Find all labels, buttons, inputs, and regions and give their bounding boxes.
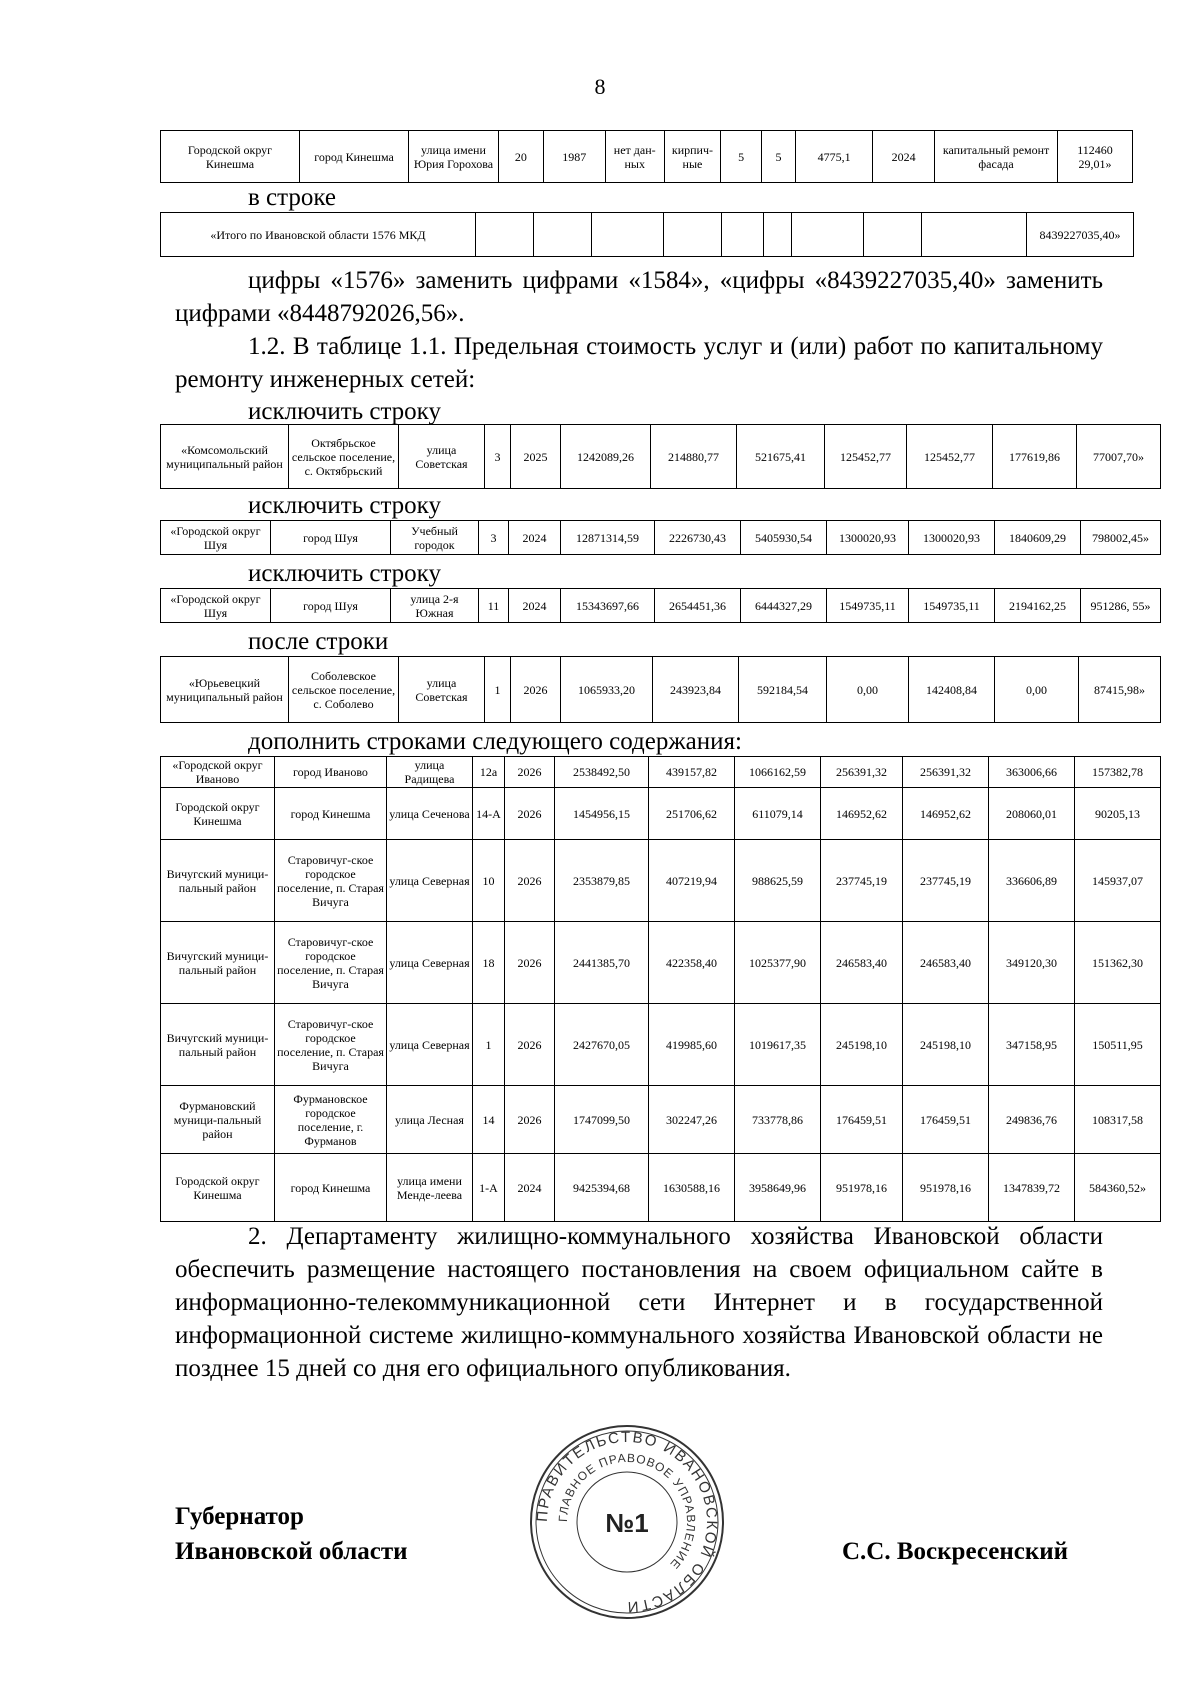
- cell: Старовичуг-ское городское поселение, п. Старая Вичуга: [275, 1004, 387, 1086]
- cell: 18: [473, 922, 505, 1004]
- cell: 2026: [505, 788, 555, 840]
- cell: 2427670,05: [555, 1004, 649, 1086]
- official-stamp: [527, 1422, 727, 1622]
- cell: 951286, 55»: [1081, 589, 1161, 623]
- cell: 733778,86: [735, 1086, 821, 1154]
- cell: 349120,30: [989, 922, 1075, 1004]
- cell: улица имени Менде-леева: [387, 1154, 473, 1222]
- cell: улица 2-я Южная: [391, 589, 479, 623]
- cell: город Шуя: [271, 521, 391, 555]
- cell: 2026: [505, 1086, 555, 1154]
- cell: 2026: [505, 1004, 555, 1086]
- instruction-exclude-3: исключить строку: [248, 560, 441, 587]
- table-total: [160, 212, 1134, 257]
- cell: 1347839,72: [989, 1154, 1075, 1222]
- cell: 584360,52»: [1075, 1154, 1161, 1222]
- cell: 12а: [473, 757, 505, 788]
- cell: город Иваново: [275, 757, 387, 788]
- table-exclude-1: [160, 424, 1161, 489]
- cell: Вичугский муници-пальный район: [161, 1004, 275, 1086]
- cell: «Комсомольский муниципальный район: [161, 425, 289, 489]
- cell: 11: [479, 589, 509, 623]
- cell: 87415,98»: [1079, 657, 1161, 723]
- cell: 951978,16: [903, 1154, 989, 1222]
- cell: 1454956,15: [555, 788, 649, 840]
- cell: 20: [498, 131, 543, 183]
- cell: улица Сеченова: [387, 788, 473, 840]
- cell: 5405930,54: [741, 521, 827, 555]
- cell: 3: [479, 521, 509, 555]
- cell: 2024: [509, 589, 561, 623]
- cell: Старовичуг-ское городское поселение, п. Старая Вичуга: [275, 922, 387, 1004]
- cell: 77007,70»: [1077, 425, 1161, 489]
- cell: 90205,13: [1075, 788, 1161, 840]
- paragraph-1-2: 1.2. В таблице 1.1. Предельная стоимость услуг и (или) работ по капитальному ремонту инженерных сетей:: [175, 333, 1103, 393]
- cell: 251706,62: [649, 788, 735, 840]
- cell: «Городской округ Шуя: [161, 521, 271, 555]
- cell: нет дан-ных: [605, 131, 664, 183]
- cell: 146952,62: [903, 788, 989, 840]
- table-row: [161, 788, 1161, 840]
- cell: улица Радищева: [387, 757, 473, 788]
- cell: 151362,30: [1075, 922, 1161, 1004]
- cell: 302247,26: [649, 1086, 735, 1154]
- signature-name: С.С. Воскресенский: [842, 1538, 1069, 1565]
- cell: 1549735,11: [909, 589, 995, 623]
- cell: 142408,84: [909, 657, 995, 723]
- cell: Вичугский муници-пальный район: [161, 922, 275, 1004]
- cell: 14: [473, 1086, 505, 1154]
- cell: [592, 213, 664, 257]
- paragraph-2: 2. Департаменту жилищно-коммунального хозяйства Ивановской области обеспечить размещение настоящего постановления на своем официальном сайте в информационно-телекоммуникационной сети Интернет и в государственной информационной системе жилищно-коммунального хозяйства Ивановской области не позднее 15 дней со дня его официального опубликования.: [175, 1223, 1103, 1382]
- cell: 237745,19: [821, 840, 903, 922]
- cell: 347158,95: [989, 1004, 1075, 1086]
- cell: 1987: [543, 131, 605, 183]
- cell: Фурмановский муници-пальный район: [161, 1086, 275, 1154]
- cell: 10: [473, 840, 505, 922]
- cell: улица Северная: [387, 1004, 473, 1086]
- cell: 5: [761, 131, 795, 183]
- cell: [534, 213, 592, 257]
- cell: 1: [473, 1004, 505, 1086]
- cell: 592184,54: [739, 657, 827, 723]
- cell: улица Северная: [387, 922, 473, 1004]
- cell: Старовичуг-ское городское поселение, п. Старая Вичуга: [275, 840, 387, 922]
- cell: 176459,51: [903, 1086, 989, 1154]
- cell: 1840609,29: [995, 521, 1081, 555]
- cell: [664, 213, 722, 257]
- cell: 6444327,29: [741, 589, 827, 623]
- cell: 146952,62: [821, 788, 903, 840]
- cell: 1747099,50: [555, 1086, 649, 1154]
- table-row: [161, 1154, 1161, 1222]
- cell: 2026: [505, 840, 555, 922]
- table-row: [161, 757, 1161, 788]
- cell: 12871314,59: [561, 521, 655, 555]
- signature-title-line1: Губернатор: [175, 1503, 304, 1530]
- cell: Городской округ Кинешма: [161, 1154, 275, 1222]
- table-after: [160, 656, 1161, 723]
- total-value: 8439227035,40»: [1027, 213, 1134, 257]
- cell: 951978,16: [821, 1154, 903, 1222]
- cell: 0,00: [995, 657, 1079, 723]
- table-exclude-3: [160, 588, 1161, 623]
- cell: 256391,32: [903, 757, 989, 788]
- table-row: [161, 589, 1161, 623]
- table-row: [161, 131, 1133, 183]
- cell: 125452,77: [907, 425, 993, 489]
- cell: 336606,89: [989, 840, 1075, 922]
- signature-title-line2: Ивановской области: [175, 1538, 408, 1565]
- cell: 798002,45»: [1081, 521, 1161, 555]
- cell: 256391,32: [821, 757, 903, 788]
- cell: 439157,82: [649, 757, 735, 788]
- cell: 237745,19: [903, 840, 989, 922]
- cell: 0,00: [827, 657, 909, 723]
- cell: [792, 213, 864, 257]
- cell: 363006,66: [989, 757, 1075, 788]
- cell: 2024: [873, 131, 935, 183]
- instruction-add: дополнить строками следующего содержания:: [248, 728, 742, 755]
- cell: 2026: [505, 922, 555, 1004]
- cell: 245198,10: [821, 1004, 903, 1086]
- cell: 2025: [511, 425, 561, 489]
- cell: 1-А: [473, 1154, 505, 1222]
- cell: 1300020,93: [909, 521, 995, 555]
- cell: 176459,51: [821, 1086, 903, 1154]
- cell: улица Советская: [399, 425, 485, 489]
- cell: 14-А: [473, 788, 505, 840]
- cell: улица Лесная: [387, 1086, 473, 1154]
- cell: 15343697,66: [561, 589, 655, 623]
- cell: город Кинешма: [275, 788, 387, 840]
- cell: Фурмановское городское поселение, г. Фурманов: [275, 1086, 387, 1154]
- cell: 1066162,59: [735, 757, 821, 788]
- instruction-exclude-2: исключить строку: [248, 492, 441, 519]
- cell: город Кинешма: [275, 1154, 387, 1222]
- table-top: [160, 130, 1133, 183]
- cell: [922, 213, 1027, 257]
- table-row: [161, 840, 1161, 922]
- cell: 3: [485, 425, 511, 489]
- table-add: [160, 756, 1161, 1222]
- table-exclude-2: [160, 520, 1161, 555]
- cell: 422358,40: [649, 922, 735, 1004]
- cell: кирпич-ные: [664, 131, 721, 183]
- cell: «Городской округ Шуя: [161, 589, 271, 623]
- cell: 150511,95: [1075, 1004, 1161, 1086]
- cell: 2026: [505, 757, 555, 788]
- cell: 2024: [505, 1154, 555, 1222]
- cell: 245198,10: [903, 1004, 989, 1086]
- cell: 4775,1: [796, 131, 873, 183]
- cell: капитальный ремонт фасада: [935, 131, 1058, 183]
- cell: 1549735,11: [827, 589, 909, 623]
- table-row: [161, 922, 1161, 1004]
- stamp-number: №1: [605, 1508, 649, 1538]
- cell: 108317,58: [1075, 1086, 1161, 1154]
- cell: 2026: [511, 657, 561, 723]
- cell: 112460 29,01»: [1058, 131, 1133, 183]
- page-number: 8: [594, 74, 606, 99]
- cell: Соболевское сельское поселение, с. Соболево: [289, 657, 399, 723]
- cell: 1019617,35: [735, 1004, 821, 1086]
- table-row: [161, 425, 1161, 489]
- cell: [864, 213, 922, 257]
- table-row: [161, 521, 1161, 555]
- cell: 1630588,16: [649, 1154, 735, 1222]
- cell: Октябрьское сельское поселение, с. Октябрьский: [289, 425, 399, 489]
- cell: 145937,07: [1075, 840, 1161, 922]
- cell: 521675,41: [737, 425, 825, 489]
- cell: 419985,60: [649, 1004, 735, 1086]
- cell: 2226730,43: [655, 521, 741, 555]
- cell: Городской округ Кинешма: [161, 131, 300, 183]
- cell: 2441385,70: [555, 922, 649, 1004]
- cell: 1025377,90: [735, 922, 821, 1004]
- cell: 3958649,96: [735, 1154, 821, 1222]
- cell: 2194162,25: [995, 589, 1081, 623]
- cell: 243923,84: [653, 657, 739, 723]
- cell: 177619,86: [993, 425, 1077, 489]
- cell: 208060,01: [989, 788, 1075, 840]
- cell: 407219,94: [649, 840, 735, 922]
- cell: улица Советская: [399, 657, 485, 723]
- cell: город Шуя: [271, 589, 391, 623]
- cell: 5: [721, 131, 762, 183]
- cell: улица имени Юрия Горохова: [409, 131, 499, 183]
- table-row: [161, 1086, 1161, 1154]
- paragraph-replace: цифры «1576» заменить цифрами «1584», «цифры «8439227035,40» заменить цифрами «8448792026,56».: [175, 267, 1103, 327]
- table-row: [161, 657, 1161, 723]
- instruction-after: после строки: [248, 628, 389, 655]
- cell: «Городской округ Иваново: [161, 757, 275, 788]
- cell: 2654451,36: [655, 589, 741, 623]
- cell: 249836,76: [989, 1086, 1075, 1154]
- cell: 2538492,50: [555, 757, 649, 788]
- cell: Учебный городок: [391, 521, 479, 555]
- cell: Городской округ Кинешма: [161, 788, 275, 840]
- cell: 611079,14: [735, 788, 821, 840]
- cell: 1242089,26: [561, 425, 651, 489]
- cell: 246583,40: [903, 922, 989, 1004]
- cell: «Юрьевецкий муниципальный район: [161, 657, 289, 723]
- cell: 1: [485, 657, 511, 723]
- stamp-inner-ring-text: ГЛАВНОЕ ПРАВОВОЕ УПРАВЛЕНИЕ: [555, 1450, 699, 1573]
- cell: 988625,59: [735, 840, 821, 922]
- instruction-exclude-1: исключить строку: [248, 398, 441, 425]
- cell: 246583,40: [821, 922, 903, 1004]
- cell: 9425394,68: [555, 1154, 649, 1222]
- cell: [722, 213, 764, 257]
- cell: улица Северная: [387, 840, 473, 922]
- table-row: [161, 1004, 1161, 1086]
- table-row: [161, 213, 1134, 257]
- stamp-ring-text: ПРАВИТЕЛЬСТВО ИВАНОВСКОЙ ОБЛАСТИ: [533, 1428, 721, 1616]
- cell: [476, 213, 534, 257]
- cell: 125452,77: [825, 425, 907, 489]
- cell: 157382,78: [1075, 757, 1161, 788]
- cell: 2353879,85: [555, 840, 649, 922]
- cell: 214880,77: [651, 425, 737, 489]
- cell: Вичугский муници-пальный район: [161, 840, 275, 922]
- instruction-in-row: в строке: [248, 184, 337, 211]
- total-label: «Итого по Ивановской области 1576 МКД: [161, 213, 476, 257]
- cell: 2024: [509, 521, 561, 555]
- cell: 1065933,20: [561, 657, 653, 723]
- cell: 1300020,93: [827, 521, 909, 555]
- cell: [764, 213, 792, 257]
- cell: город Кинешма: [300, 131, 409, 183]
